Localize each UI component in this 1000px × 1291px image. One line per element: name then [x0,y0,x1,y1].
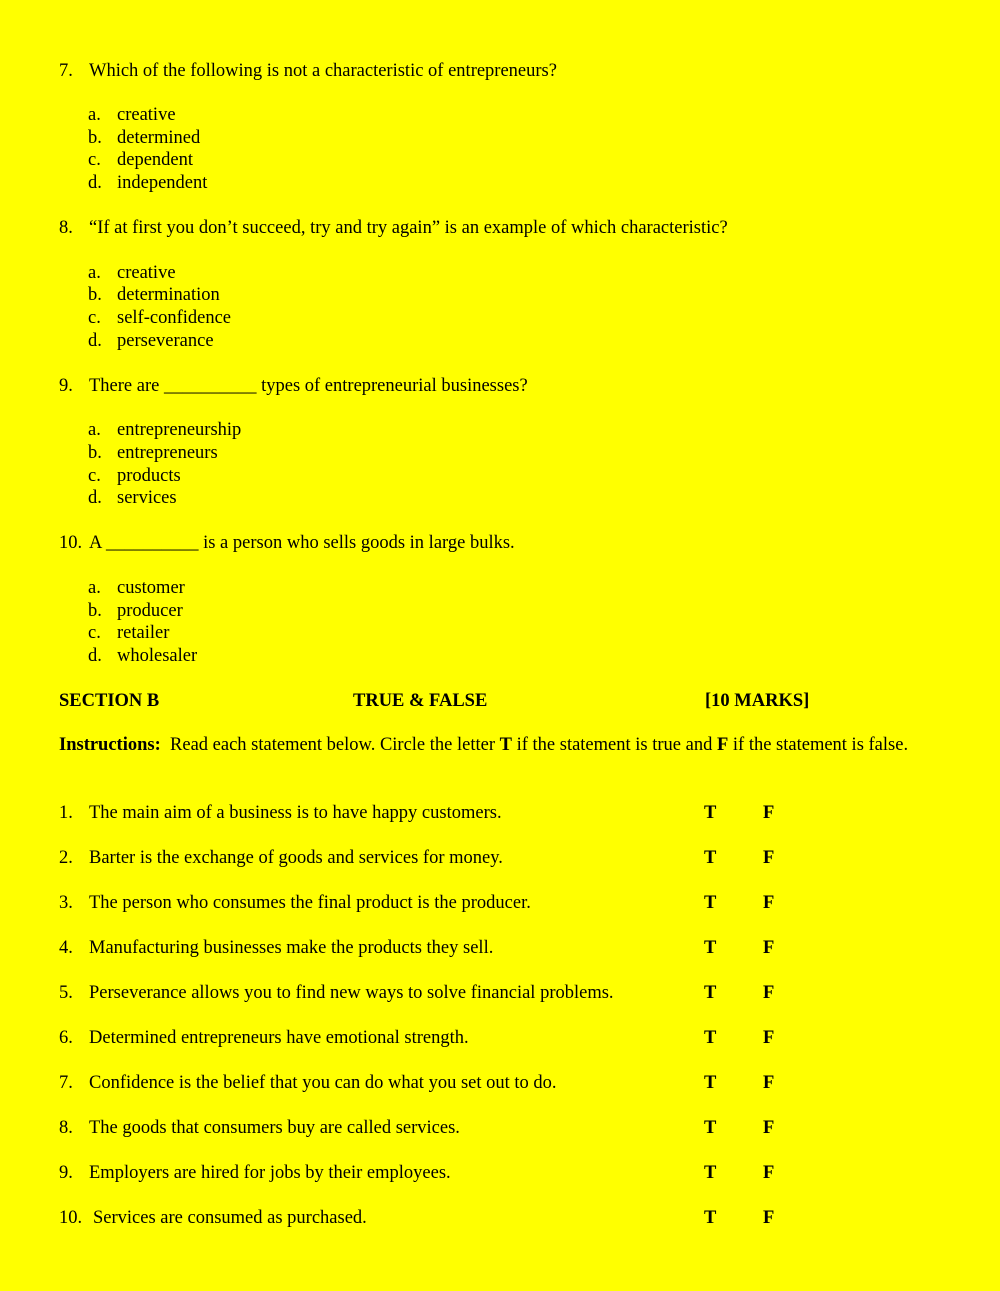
option-letter: d. [88,331,102,351]
instructions-text: Read each statement below. Circle the letter [170,735,495,755]
false-option[interactable]: F [763,803,775,823]
question-text: Which of the following is not a characteristic of entrepreneurs? [89,61,557,81]
statement-number: 3. [59,893,73,913]
question-number: 8. [59,218,73,238]
statement-text: Barter is the exchange of goods and services for money. [89,848,503,868]
true-option[interactable]: T [704,1163,717,1183]
section-label: SECTION B [59,691,160,711]
true-option[interactable]: T [704,893,717,913]
false-option[interactable]: F [763,848,775,868]
statement-text: Perseverance allows you to find new ways to solve financial problems. [89,983,614,1003]
true-option[interactable]: T [704,803,717,823]
statement-text: Manufacturing businesses make the products they sell. [89,938,494,958]
true-option[interactable]: T [704,1118,717,1138]
option-text: independent [117,173,208,193]
option-letter: d. [88,173,102,193]
option-text: self-confidence [117,308,232,328]
option-letter: b. [88,443,102,463]
true-option[interactable]: T [704,983,717,1003]
statement-number: 10. [59,1208,83,1228]
true-option[interactable]: T [704,1028,717,1048]
section-title: TRUE & FALSE [353,691,488,711]
option-letter: a. [88,263,101,283]
statement-text: Determined entrepreneurs have emotional strength. [89,1028,469,1048]
false-option[interactable]: F [763,1118,775,1138]
false-option[interactable]: F [763,938,775,958]
option-letter: a. [88,105,101,125]
statement-number: 6. [59,1028,73,1048]
option-text: retailer [117,623,170,643]
option-letter: c. [88,466,101,486]
false-option[interactable]: F [763,893,775,913]
statement-number: 8. [59,1118,73,1138]
instructions-false-letter: F [716,735,729,755]
option-letter: d. [88,646,102,666]
statement-text: Services are consumed as purchased. [93,1208,367,1228]
option-text: wholesaler [117,646,198,666]
instructions-label: Instructions: [59,735,161,755]
option-letter: b. [88,601,102,621]
false-option[interactable]: F [763,1163,775,1183]
option-text: entrepreneurs [117,443,218,463]
option-text: creative [117,105,176,125]
statement-text: The main aim of a business is to have happy customers. [89,803,502,823]
instructions [59,734,939,757]
option-text: dependent [117,150,194,170]
option-text: services [117,488,177,508]
option-text: producer [117,601,183,621]
false-option[interactable]: F [763,1073,775,1093]
option-text: determination [117,285,220,305]
statement-number: 2. [59,848,73,868]
option-letter: c. [88,308,101,328]
statement-text: The goods that consumers buy are called services. [89,1118,460,1138]
question-number: 9. [59,376,73,396]
instructions-text: if the statement is true and [516,735,713,755]
section-marks: [10 MARKS] [705,691,810,711]
instructions-true-letter: T [499,735,512,755]
instructions-text: if the statement is false. [732,735,909,755]
statement-text: Employers are hired for jobs by their employees. [89,1163,451,1183]
option-text: entrepreneurship [117,420,242,440]
option-letter: c. [88,623,101,643]
question-text: “If at first you don’t succeed, try and try again” is an example of which characteristic? [89,218,728,238]
statement-number: 5. [59,983,73,1003]
statement-number: 1. [59,803,73,823]
statement-number: 7. [59,1073,73,1093]
option-text: determined [117,128,201,148]
option-text: creative [117,263,176,283]
option-letter: d. [88,488,102,508]
question-number: 10. [59,533,83,553]
true-option[interactable]: T [704,938,717,958]
false-option[interactable]: F [763,983,775,1003]
option-letter: b. [88,128,102,148]
option-text: products [117,466,181,486]
option-letter: b. [88,285,102,305]
true-option[interactable]: T [704,848,717,868]
option-text: perseverance [117,331,214,351]
option-letter: a. [88,420,101,440]
true-option[interactable]: T [704,1073,717,1093]
statement-number: 9. [59,1163,73,1183]
statement-number: 4. [59,938,73,958]
question-text: There are __________ types of entrepreneurial businesses? [89,376,528,396]
statement-text: Confidence is the belief that you can do what you set out to do. [89,1073,557,1093]
true-option[interactable]: T [704,1208,717,1228]
false-option[interactable]: F [763,1028,775,1048]
question-number: 7. [59,61,73,81]
option-letter: a. [88,578,101,598]
question-text: A __________ is a person who sells goods in large bulks. [89,533,515,553]
option-text: customer [117,578,185,598]
option-letter: c. [88,150,101,170]
statement-text: The person who consumes the final product is the producer. [89,893,531,913]
false-option[interactable]: F [763,1208,775,1228]
